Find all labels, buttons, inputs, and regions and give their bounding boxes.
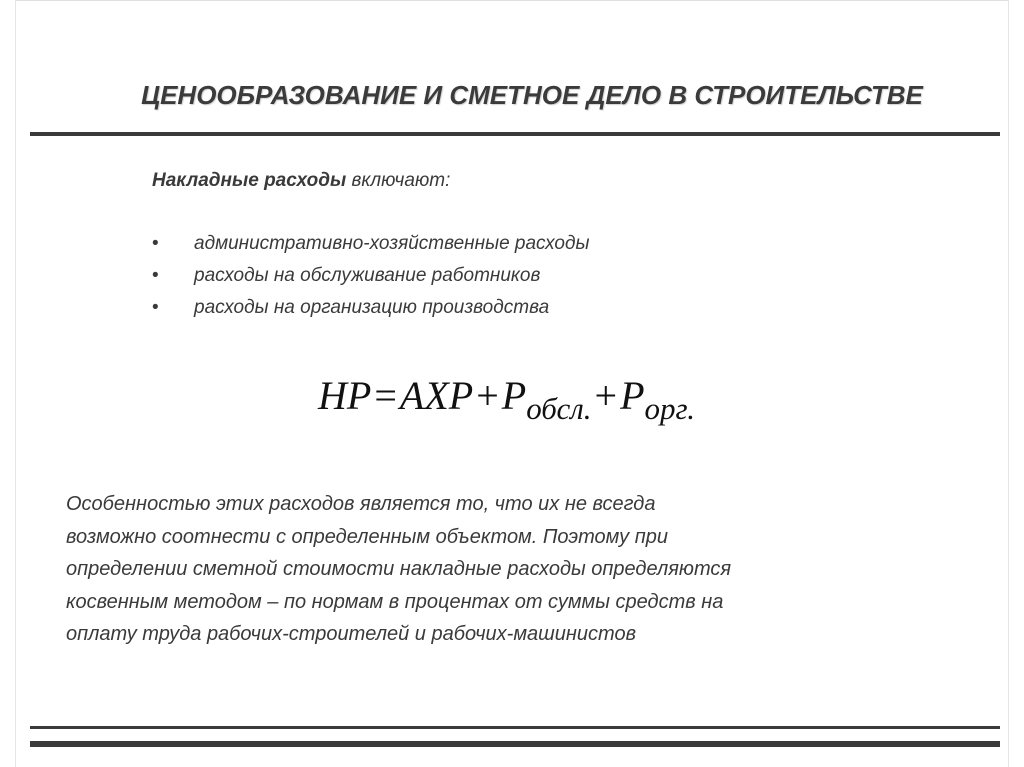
bullet-marker: •: [152, 265, 159, 286]
body-paragraph: Особенностью этих расходов является то, что их не всегда возможно соотнести с определенным объектом. Поэтому при определении сметной стоимости накладные расходы определяются косвенным методом – по нормам в процентах от суммы средств на оплату труда рабочих-строителей и рабочих-машинистов: [66, 493, 732, 645]
bullet-marker: •: [152, 233, 159, 254]
intro-line: [152, 170, 450, 192]
list-item: [152, 228, 589, 260]
formula: [318, 366, 695, 426]
bottom-divider-thick: [30, 741, 1000, 747]
frame-left-border: [15, 0, 16, 767]
formula-term3: Р: [620, 373, 645, 418]
slide-title: ЦЕНООБРАЗОВАНИЕ И СМЕТНОЕ ДЕЛО В СТРОИТЕЛЬСТВЕ: [141, 80, 923, 110]
formula-plus1: +: [476, 373, 499, 418]
frame-right-border: [1008, 0, 1009, 767]
list-item: [152, 260, 589, 292]
frame-top-border: [15, 0, 1009, 1]
intro-bold: Накладные расходы: [152, 170, 347, 191]
bullet-list: [152, 228, 589, 324]
bullet-text: административно-хозяйственные расходы: [194, 233, 590, 254]
formula-sub3: орг.: [644, 391, 695, 426]
bullet-marker: •: [152, 297, 159, 318]
formula-term1: АХР: [399, 373, 474, 418]
intro-rest: включают:: [346, 170, 451, 191]
title-divider: [30, 132, 1000, 136]
bullet-text: расходы на обслуживание работников: [194, 265, 541, 286]
formula-sub2: обсл.: [526, 391, 592, 426]
formula-plus2: +: [594, 373, 618, 418]
formula-equals: =: [374, 373, 397, 418]
list-item: [152, 292, 589, 324]
bottom-divider-thin: [30, 726, 1000, 729]
formula-lhs: НР: [318, 373, 372, 418]
bullet-text: расходы на организацию производства: [194, 297, 550, 318]
formula-term2: Р: [501, 373, 527, 418]
